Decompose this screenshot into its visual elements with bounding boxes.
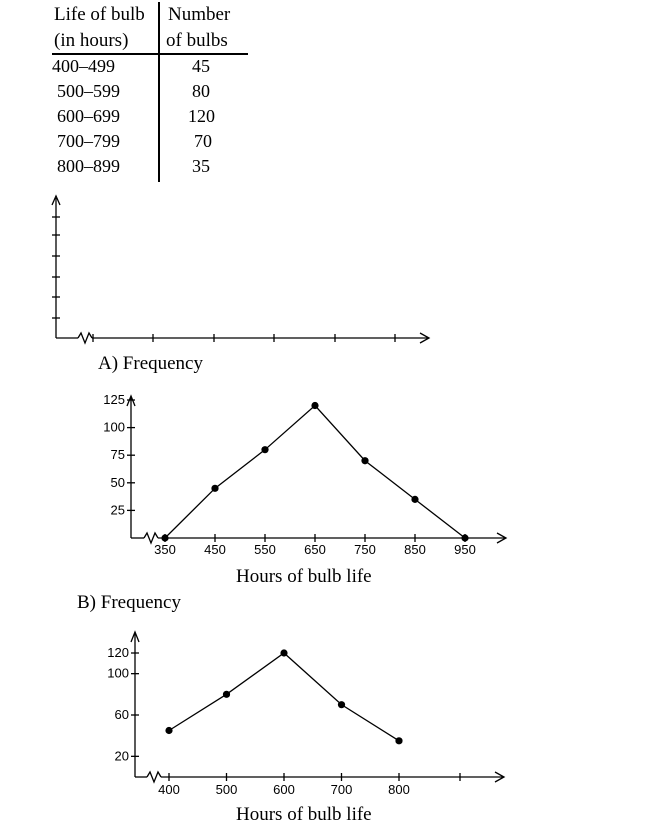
chart-a-data-point: [461, 534, 468, 541]
chart-a-x-tick-label: 950: [454, 542, 476, 557]
chart-b-axis-break: [147, 772, 161, 782]
chart-a-xlabel: Hours of bulb life: [236, 566, 372, 587]
chart-b-y-tick-label: 60: [114, 707, 129, 722]
chart-a-data-point: [261, 446, 268, 453]
chart-b-x-tick-label: 700: [330, 782, 353, 797]
chart-a-data-point: [361, 457, 368, 464]
table-cell-count: 70: [194, 131, 212, 151]
table-header-life-line2: (in hours): [54, 30, 129, 51]
chart-a-data-point: [161, 534, 168, 541]
chart-a-x-tick-label: 650: [304, 542, 326, 557]
table-cell-count: 35: [192, 156, 210, 176]
chart-b-y-tick-label: 100: [107, 665, 129, 681]
chart-a-y-tick-label: 50: [110, 474, 125, 490]
table-cell-range: 700–799: [57, 131, 120, 151]
chart-b-data-point: [165, 727, 172, 734]
chart-a-x-tick-label: 750: [354, 542, 376, 557]
chart-a-x-tick-label: 850: [404, 542, 426, 557]
chart-b-x-tick-label: 600: [273, 782, 295, 797]
chart-b-series-line: [169, 653, 399, 741]
chart-b-y-tick-label: 120: [107, 645, 129, 660]
chart-b-x-tick-label: 500: [215, 782, 238, 797]
chart-a-x-tick-label: 450: [204, 542, 226, 557]
chart-a-y-tick-label: 100: [103, 419, 125, 435]
table-header-number-line1: Number: [168, 4, 231, 25]
chart-b-y-tick-label: 20: [114, 748, 129, 764]
chart-b-x-tick-label: 400: [158, 782, 180, 797]
chart-b-xlabel: Hours of bulb life: [236, 804, 372, 825]
chart-a-y-tick-label: 125: [103, 392, 125, 407]
blank-axis-break: [78, 333, 92, 343]
chart-a-x-tick-label: 350: [154, 542, 176, 557]
chart-b-data-point: [338, 701, 345, 708]
table-header-life-line1: Life of bulb: [54, 4, 145, 25]
chart-b-data-point: [223, 691, 230, 698]
chart-a-data-point: [411, 496, 418, 503]
chart-a-y-tick-label: 75: [110, 447, 125, 463]
option-b-label: B) Frequency: [77, 592, 181, 613]
chart-b-data-point: [280, 649, 287, 656]
table-cell-count: 80: [192, 81, 210, 101]
chart-b-x-tick-label: 800: [388, 782, 410, 797]
option-a-label: A) Frequency: [98, 353, 203, 374]
chart-a-data-point: [211, 485, 218, 492]
chart-a-y-tick-label: 25: [110, 502, 125, 518]
table-cell-range: 400–499: [52, 56, 115, 76]
table-cell-count: 120: [188, 106, 215, 126]
table-cell-range: 600–699: [57, 106, 120, 126]
table-cell-count: 45: [192, 56, 210, 76]
chart-a-x-tick-label: 550: [254, 542, 276, 557]
table-cell-range: 800–899: [57, 156, 120, 176]
chart-b-data-point: [395, 737, 402, 744]
table-cell-range: 500–599: [57, 81, 120, 101]
table-header-number-line2: of bulbs: [166, 30, 228, 51]
chart-a-data-point: [311, 402, 318, 409]
chart-a-series-line: [165, 406, 465, 538]
